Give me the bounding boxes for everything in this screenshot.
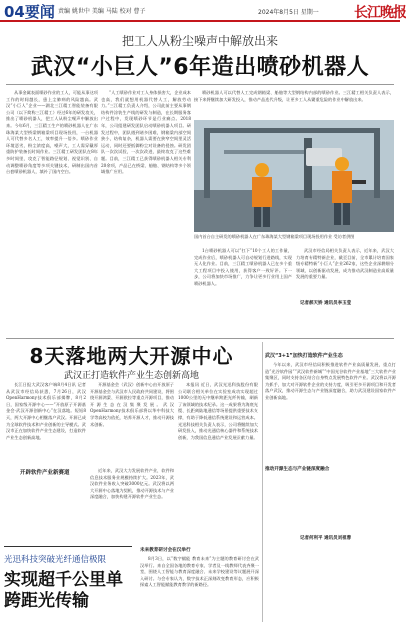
article1-column-4: 1台喷砂机器人可以“扛下”10个工人的工作量，完成作业后，喷砂机器人可自动规划行进路线，实现无人化作业。目前，三江精工喷砂机器人已在多个重大工程项目中投入使用，获得客户一致好评。下一步，公司将加快市场推广，力争让更多行业用上国产喷砂机器人。	[194, 248, 292, 286]
article1-column-1: 从事金属表面喷砂作业的工人，可能从事这项工作的时间越长，患上尘肺病的风险越高。武汉“小巨人”企业——湖北三江精工智能装备有限公司（以下简称三江精工）经过6年的研发攻关，推出了喷砂机器人，把工人从粉尘噪声中解放出来。今年6月，三江精工生产的喷砂机器人在广东珠海某大型桥梁钢箱梁项目现场投用，一台机器人可代替多名人工，效率提升一倍多。喷砂作业环境恶劣，粉尘浓度高，噪声大，工人需穿戴厚重防护装备长时间作业。三江精工研发团队在8年多时间里，攻克了智能路径规划、视觉识别、自动调整喷砂角度等多项关键技术，研制出国内首台套喷砂机器人，填补了国内空白。	[6, 90, 98, 175]
article5-column: 本报讯 近日，武汉光迅科技股份有限公司联合相关单位在实验室成功实现超过1000公里的无中继单跨距光纤传输，刷新了该领域的技术纪录。这一成果将为海底光缆、长距离陆地通信等场景提供重要技术支撑，有助于降低通信系统建设和运营成本。光迅科技相关负责人表示，公司将继续加大研发投入，推动光通信核心器件和系统技术创新，为我国信息通信产业发展贡献力量。	[178, 382, 258, 440]
article1-column-2: “人工喷砂作业对工人身体损害大，企业成本也高，我们就想用机器代替人工，解放劳动力。”三江精工负责人介绍，公司此前主要从事钢结构件涂装生产线的研发与制造，在长期服务客户过程中，发现喷砂环节是行业痛点。2018年，公司组建研发团队启动喷砂机器人项目。研发过程中，团队遇到诸多困难，钢箱梁内部空间狭小，结构复杂，机器人需要在狭窄空间里灵活运动，同时还要抵御粉尘对设备的侵蚀。研发团队一次次试验，一次次改进，最终攻克了这些难题。目前，三江精工已获得喷砂机器人相关专利20余项，产品已在桥梁、船舶、钢结构等多个领域推广应用。	[101, 90, 191, 175]
article1-headline: 武汉“小巨人”6年造出喷砂机器人	[30, 55, 370, 80]
article2-byline: 记者何利平 通讯员刘祖蓉	[300, 536, 352, 541]
article2-column-3: 近年来，武汉大力发展软件产业，软件和信息技术服务业规模持续扩大。2023年，武汉软件业务收入突破3000亿元。武汉将以两大开源中心落地为契机，推动开源技术与产业深度融合，加快构建开源软件产业生态。	[90, 468, 174, 500]
robot-workers-photo	[194, 120, 394, 232]
column-divider	[262, 342, 263, 622]
article1-byline: 记者郝天娇 通讯员李玉莹	[300, 301, 352, 306]
masthead	[0, 0, 406, 22]
newspaper-logo: 长江晚报	[354, 5, 406, 21]
article2-side-column: 今年以来，武汉市经信局积极推进软件产业高质量发展，重点打造“光谷软件园”“武汉软件新城”“中国光谷软件产业基地”三大软件产业集聚区，同时支持各区结合自身特点发展特色软件产业。武汉将以开源为抓手，加大对开源软件企业的支持力度，吸引更多开源项目和开发者落户武汉，推动开源生态与产业链深度融合，助力武汉建设国家软件产业创新高地。	[265, 362, 396, 400]
photo-caption: 国内首台自主研发的喷砂机器人在广东珠海某大型钢箱梁项目现场投用作业 受访者供图	[194, 234, 355, 239]
editors-line: 责编 姚世中 美编 马陆 校对 曹子	[58, 8, 146, 15]
article4-title: 未来教育研讨会在汉举行	[140, 548, 191, 553]
article1-column-3: 喷砂机器人可以代替人工完成钢箱梁、船舶等大型钢结构内部的喷砂作业。三江精工相关负责人表示，接下来将继续加大研发投入，推动产品迭代升级，让更多工人从繁重危险的作业中解放出来。	[194, 90, 394, 102]
page-label: 04要闻	[4, 3, 55, 21]
divider	[6, 84, 394, 85]
article2-headline: 8天落地两大开源中心	[29, 344, 234, 368]
article4-column: 8月3日，以“数字赋能 教育未来”为主题的教育研讨会在武汉举行。来自全国各地的教育专家、学者及一线教师代表齐聚一堂，围绕人工智能与教育深度融合、未来学校建设等议题展开深入研讨。与会专家认为，数字技术正深刻改变教育形态，应积极探索人工智能赋能教育教学的新路径。	[140, 556, 259, 588]
article2-column-1: 长江日报大武汉客户端8月4日讯 记者从武汉市经信局获悉，7月26日，武汉OpenHarmony技术俱乐部揭牌，8月2日，国家级开源中心——“开放原子开源基金会·武汉开源创新中心”在汉落地。短短8天，两大开源中心相继落户武汉。开源已成为全球软件技术和产业创新的主导模式。武汉市正在加快软件产业生态建设，打造软件产业生态创新高地。	[6, 382, 86, 440]
article2-subhead: 武汉正打造软件产业生态创新高地	[63, 371, 199, 381]
article1-kicker: 把工人从粉尘噪声中解放出来	[121, 34, 278, 48]
article2-side-head: 武汉“3+1”加快打造软件产业生态	[265, 353, 343, 359]
article2-section-head: 开辟软件产业新赛道	[20, 470, 70, 476]
article2-column-2: 开源基金会（武汉）创新中心由开放原子开源基金会与武汉市人民政府共同建设，将围绕开源鸿蒙、开源欧拉等重点开源项目，推动开源生态在汉集聚发展。武汉OpenHarmony技术俱乐部将以华中科技大学等高校为依托，培养开源人才，推动开源技术创新。	[90, 382, 174, 427]
issue-date: 2024年8月5日 星期一	[258, 9, 319, 16]
article3-headline: 实现超千公里单跨距光传输	[4, 570, 123, 611]
divider	[6, 338, 394, 339]
article2-side-head-2: 推动开源生态与产业链深度融合	[265, 467, 330, 472]
article1-column-5: 武汉市经信局相关负责人表示，近年来，武汉大力培育专精特新企业，截至目前，全市累计培育国家级专精特新“小巨人”企业262家，这些企业深耕细分领域，以创新驱动发展，成为推动武汉制造业高质量发展的重要力量。	[296, 248, 394, 280]
article3-kicker: 光迅科技突破光纤通信极限	[4, 555, 107, 565]
photo-illustration	[194, 120, 394, 232]
